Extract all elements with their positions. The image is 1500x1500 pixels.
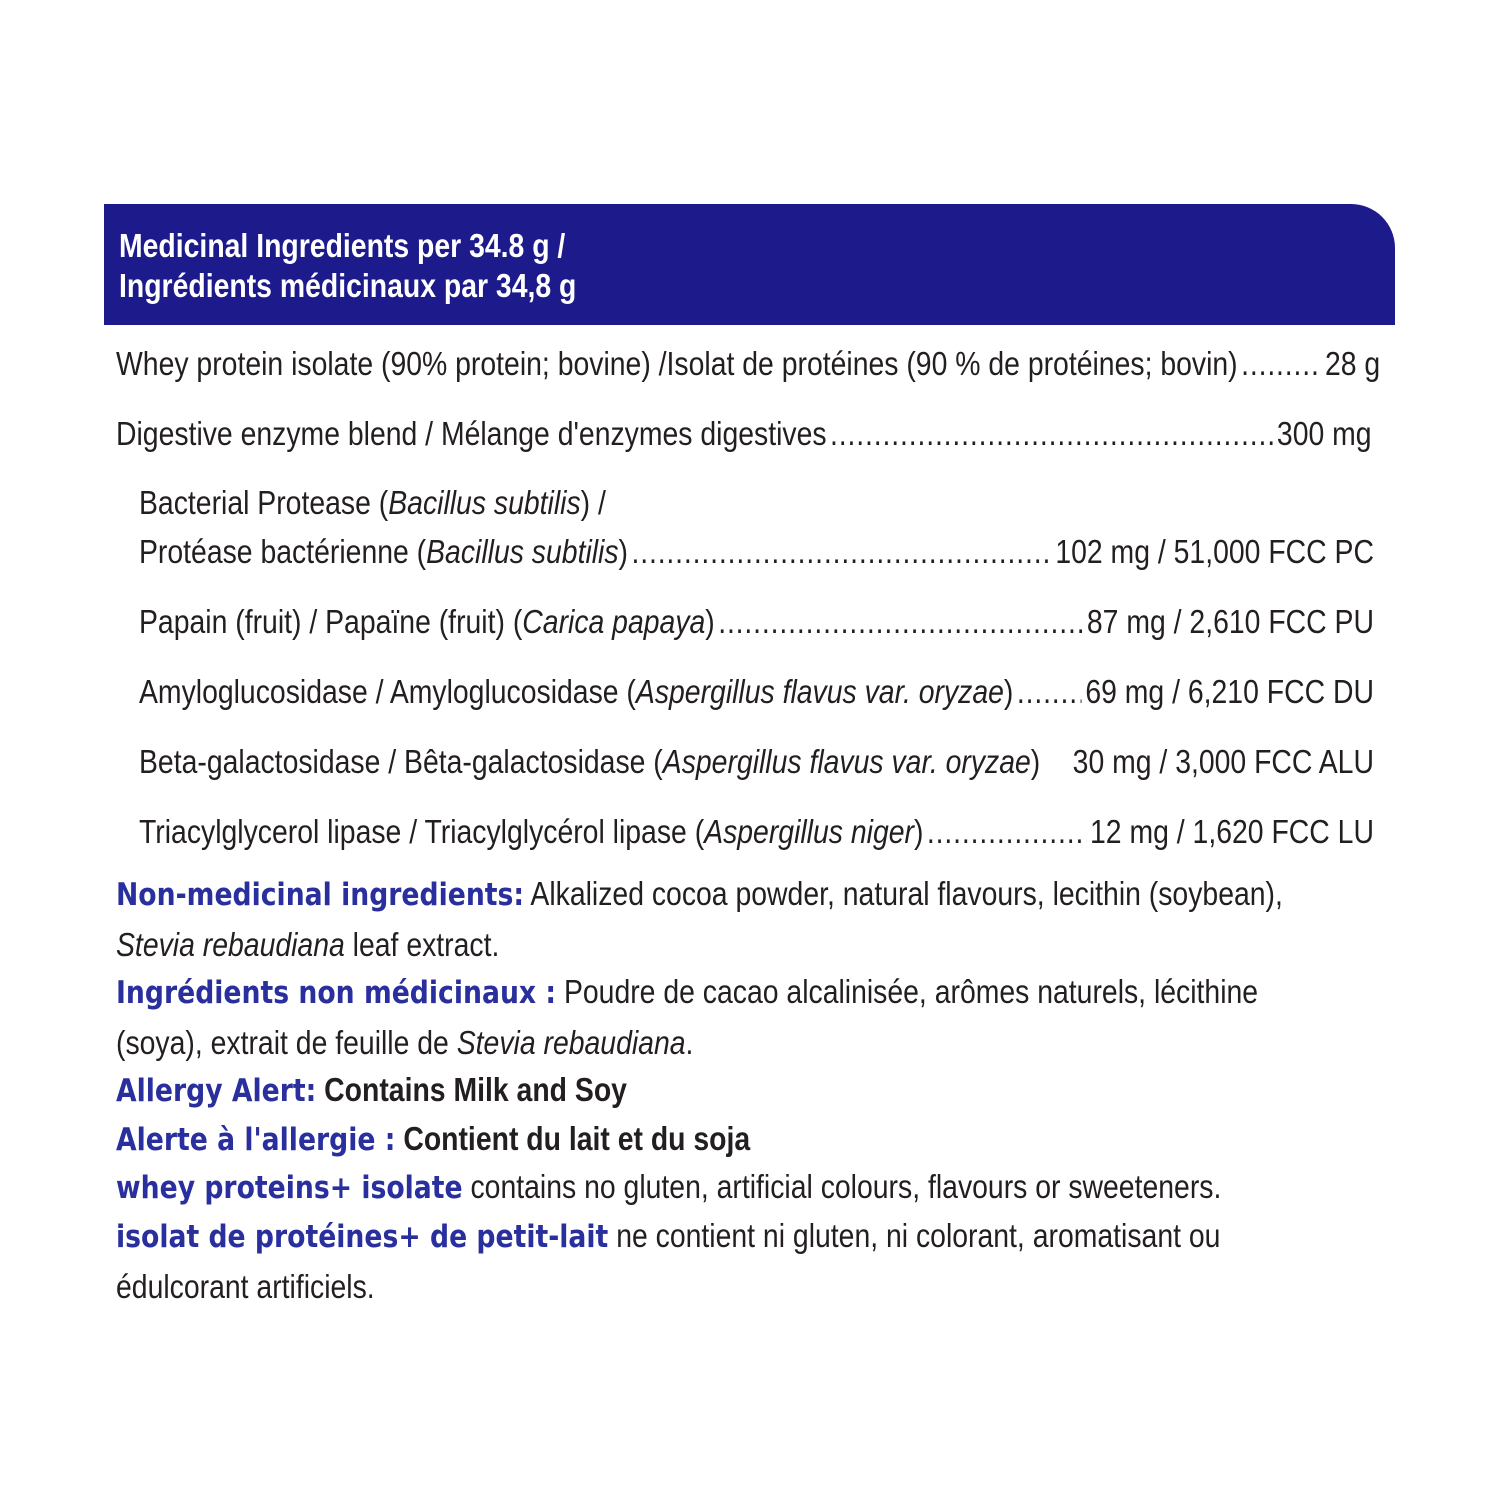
- stevia-name: Stevia rebaudiana: [456, 1024, 686, 1061]
- leader-dots: [830, 414, 1273, 454]
- product-name-fr: isolat de protéines+ de petit-lait: [116, 1219, 609, 1255]
- enzyme-source: Aspergillus flavus var. oryzae: [662, 743, 1031, 780]
- enzyme-name: Triacylglycerol lipase / Triacylglycérol lipase (: [139, 813, 705, 850]
- enzyme-name-suffix: ): [618, 533, 629, 570]
- enzyme-name-suffix: ): [913, 813, 924, 850]
- allergy-label-en: Allergy Alert:: [116, 1073, 317, 1109]
- allergy-text-en: Contains Milk and Soy: [316, 1071, 627, 1108]
- leader-dots: [631, 532, 1051, 572]
- non-medicinal-text-fr-end: .: [685, 1024, 694, 1061]
- enzyme-name-suffix: ): [705, 603, 715, 640]
- non-medicinal-text-en: Alkalized cocoa powder, natural flavours, lecithin (soybean),: [524, 875, 1283, 912]
- non-medicinal-text-fr: Poudre de cacao alcalinisée, arômes naturels, lécithine: [556, 973, 1259, 1010]
- non-medicinal-en: [116, 869, 1283, 969]
- enzyme-source: Bacillus subtilis: [388, 484, 581, 521]
- leader-dots: [927, 812, 1087, 852]
- enzyme-amount: 102 mg / 51,000 FCC PC: [1055, 533, 1374, 570]
- non-medicinal-text-en-end: leaf extract.: [344, 926, 500, 963]
- ingredient-amount: 28 g: [1324, 345, 1381, 382]
- allergy-label-fr: Alerte à l'allergie :: [116, 1122, 396, 1158]
- non-medicinal-fr: [116, 967, 1258, 1067]
- enzyme-source: Aspergillus niger: [704, 813, 914, 850]
- enzyme-amount: 69 mg / 6,210 FCC DU: [1085, 673, 1374, 710]
- leader-dots: [718, 602, 1083, 642]
- enzyme-name: Bacterial Protease (: [139, 484, 389, 521]
- free-from-fr: [116, 1211, 1220, 1311]
- enzyme-source: Carica papaya: [522, 603, 706, 640]
- ingredient-name: Whey protein isolate (90% protein; bovine) /Isolat de protéines (90 % de protéines; bovin): [116, 345, 1238, 382]
- enzyme-name-suffix: ) /: [580, 484, 606, 521]
- free-from-en: [116, 1162, 1221, 1213]
- allergy-alert-en: [116, 1065, 627, 1116]
- enzyme-name: Beta-galactosidase / Bêta-galactosidase (: [139, 743, 663, 780]
- enzyme-source: Bacillus subtilis: [426, 533, 619, 570]
- stevia-name: Stevia rebaudiana: [116, 926, 345, 963]
- enzyme-amount: 30 mg / 3,000 FCC ALU: [1072, 743, 1374, 780]
- header-title-en: Medicinal Ingredients per 34.8 g /: [119, 227, 566, 264]
- ingredient-name: Digestive enzyme blend / Mélange d'enzymes digestives: [116, 415, 827, 452]
- allergy-alert-fr: [116, 1114, 750, 1165]
- enzyme-name: Amyloglucosidase / Amyloglucosidase (: [139, 673, 636, 710]
- leader-dots: [1017, 672, 1082, 712]
- free-from-text-fr: ne contient ni gluten, ni colorant, aromatisant ou: [608, 1217, 1221, 1254]
- ingredients-header: [104, 204, 1395, 325]
- free-from-text-fr-2: édulcorant artificiels.: [116, 1268, 375, 1305]
- ingredient-amount: 300 mg: [1276, 415, 1372, 452]
- product-name-en: whey proteins+ isolate: [116, 1170, 463, 1206]
- enzyme-amount: 87 mg / 2,610 FCC PU: [1086, 603, 1374, 640]
- non-medicinal-text-fr-2: (soya), extrait de feuille de: [116, 1024, 457, 1061]
- header-title-fr: Ingrédients médicinaux par 34,8 g: [119, 267, 577, 304]
- leader-dots: [1241, 344, 1321, 384]
- allergy-text-fr: Contient du lait et du soja: [395, 1120, 751, 1157]
- non-medicinal-label-en: Non-medicinal ingredients:: [116, 877, 525, 913]
- enzyme-name: Protéase bactérienne (: [139, 533, 427, 570]
- non-medicinal-label-fr: Ingrédients non médicinaux :: [116, 975, 557, 1011]
- enzyme-source: Aspergillus flavus var. oryzae: [635, 673, 1004, 710]
- enzyme-name-suffix: ): [1003, 673, 1014, 710]
- free-from-text-en: contains no gluten, artificial colours, flavours or sweeteners.: [462, 1168, 1222, 1205]
- enzyme-name: Papain (fruit) / Papaïne (fruit) (: [139, 603, 523, 640]
- enzyme-name-suffix: ): [1030, 743, 1041, 780]
- enzyme-amount: 12 mg / 1,620 FCC LU: [1090, 813, 1374, 850]
